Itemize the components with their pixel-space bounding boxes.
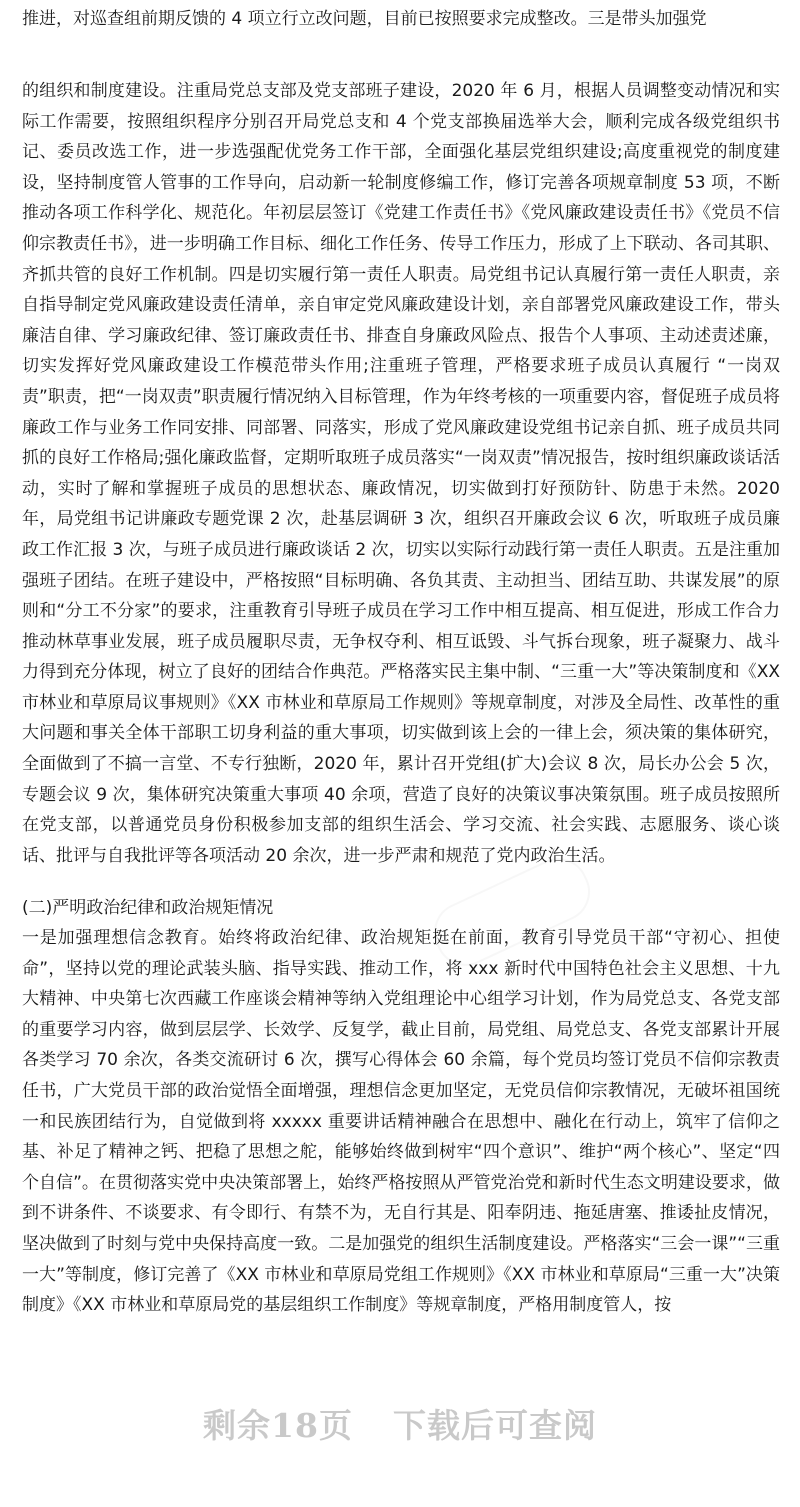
remaining-pages-label: 剩余18页: [203, 1406, 353, 1445]
download-hint-label[interactable]: 下载后可查阅: [392, 1406, 597, 1445]
document-top-line: 推进，对巡查组前期反馈的 4 项立行立改问题，目前已按照要求完成整改。三是带头加强党: [22, 9, 707, 29]
section-heading: (二)严明政治纪律和政治规矩情况: [22, 898, 274, 918]
document-paragraph-1: 的组织和制度建设。注重局党总支部及党支部班子建设，2020 年 6 月，根据人员调整变动情况和实际工作需要，按照组织程序分别召开局党总支和 4 个党支部换届选举大会，顺利完成各级党组织书记、委员改选工作，进一步选强配优党务工作干部，全面强化基层党组织建设;高度重视党的制度建设，坚持制度管人管事的工作导向，启动新一轮制度修编工作，修订完善各项规章制度 53 项，不断推动各项工作科学化、规范化。年初层层签订《党建工作责任书》《党风廉政建设责任书》《党员不信仰宗教责任书》，进一步明确工作目标、细化工作任务、传导工作压力，形成了上下联动、各司其职、齐抓共管的良好工作机制。四是切实履行第一责任人职责。局党组书记认真履行第一责任人职责，亲自指导制定党风廉政建设责任清单，亲自审定党风廉政建设计划，亲自部署党风廉政建设工作，带头廉洁自律、学习廉政纪律、签订廉政责任书、排查自身廉政风险点、报告个人事项、主动述责述廉，切实发挥好党风廉政建设工作模范带头作用;注重班子管理，严格要求班子成员认真履行 “一岗双责”职责，把“一岗双责”职责履行情况纳入目标管理，作为年终考核的一项重要内容，督促班子成员将廉政工作与业务工作同安排、同部署、同落实，形成了党风廉政建设党组书记亲自抓、班子成员共同抓的良好工作格局;强化廉政监督，定期听取班子成员落实“一岗双责”情况报告，按时组织廉政谈话活动，实时了解和掌握班子成员的思想状态、廉政情况，切实做到打好预防针、防患于未然。2020 年，局党组书记讲廉政专题党课 2 次，赴基层调研 3 次，组织召开廉政会议 6 次，听取班子成员廉政工作汇报 3 次，与班子成员进行廉政谈话 2 次，切实以实际行动践行第一责任人职责。五是注重加强班子团结。在班子建设中，严格按照“目标明确、各负其责、主动担当、团结互助、共谋发展”的原则和“分工不分家”的要求，注重教育引导班子成员在学习工作中相互提高、相互促进，形成工作合力推动林草事业发展，班子成员履职尽责，无争权夺利、相互诋毁、斗气拆台现象，班子凝聚力、战斗力得到充分体现，树立了良好的团结合作典范。严格落实民主集中制、“三重一大”等决策制度和《XX 市林业和草原局议事规则》《XX 市林业和草原局工作规则》等规章制度，对涉及全局性、改革性的重大问题和事关全体干部职工切身利益的重大事项，切实做到该上会的一律上会，须决策的集体研究，全面做到了不搞一言堂、不专行独断，2020 年，累计召开党组(扩大)会议 8 次，局长办公会 5 次，专题会议 9 次，集体研究决策重大事项 40 余项，营造了良好的决策议事决策氛围。班子成员按照所在党支部，以普通党员身份积极参加支部的组织生活会、学习交流、社会实践、志愿服务、谈心谈话、批评与自我批评等各项活动 20 余次，进一步严肃和规范了党内政治生活。: [22, 81, 780, 866]
download-prompt-banner[interactable]: [0, 1400, 800, 1447]
document-paragraph-2: 一是加强理想信念教育。始终将政治纪律、政治规矩挺在前面，教育引导党员干部“守初心、担使命”，坚持以党的理论武装头脑、指导实践、推动工作，将 xxx 新时代中国特色社会主义思想、十九大精神、中央第七次西藏工作座谈会精神等纳入党组理论中心组学习计划，作为局党总支、各党支部的重要学习内容，做到层层学、长效学、反复学，截止目前，局党组、局党总支、各党支部累计开展各类学习 70 余次，各类交流研讨 6 次，撰写心得体会 60 余篇，每个党员均签订党员不信仰宗教责任书，广大党员干部的政治觉悟全面增强，理想信念更加坚定，无党员信仰宗教情况，无破坏祖国统一和民族团结行为，自觉做到将 xxxxx 重要讲话精神融合在思想中、融化在行动上，筑牢了信仰之基、补足了精神之钙、把稳了思想之舵，能够始终做到树牢“四个意识”、维护“两个核心”、坚定“四个自信”。在贯彻落实党中央决策部署上，始终严格按照从严管党治党和新时代生态文明建设要求，做到不讲条件、不谈要求、有令即行、有禁不为，无自行其是、阳奉阴违、拖延唐塞、推诿扯皮情况，坚决做到了时刻与党中央保持高度一致。二是加强党的组织生活制度建设。严格落实“三会一课”“三重一大”等制度，修订完善了《XX 市林业和草原局党组工作规则》《XX 市林业和草原局“三重一大”决策制度》《XX 市林业和草原局党的基层组织工作制度》等规章制度，严格用制度管人，按: [22, 928, 780, 1316]
